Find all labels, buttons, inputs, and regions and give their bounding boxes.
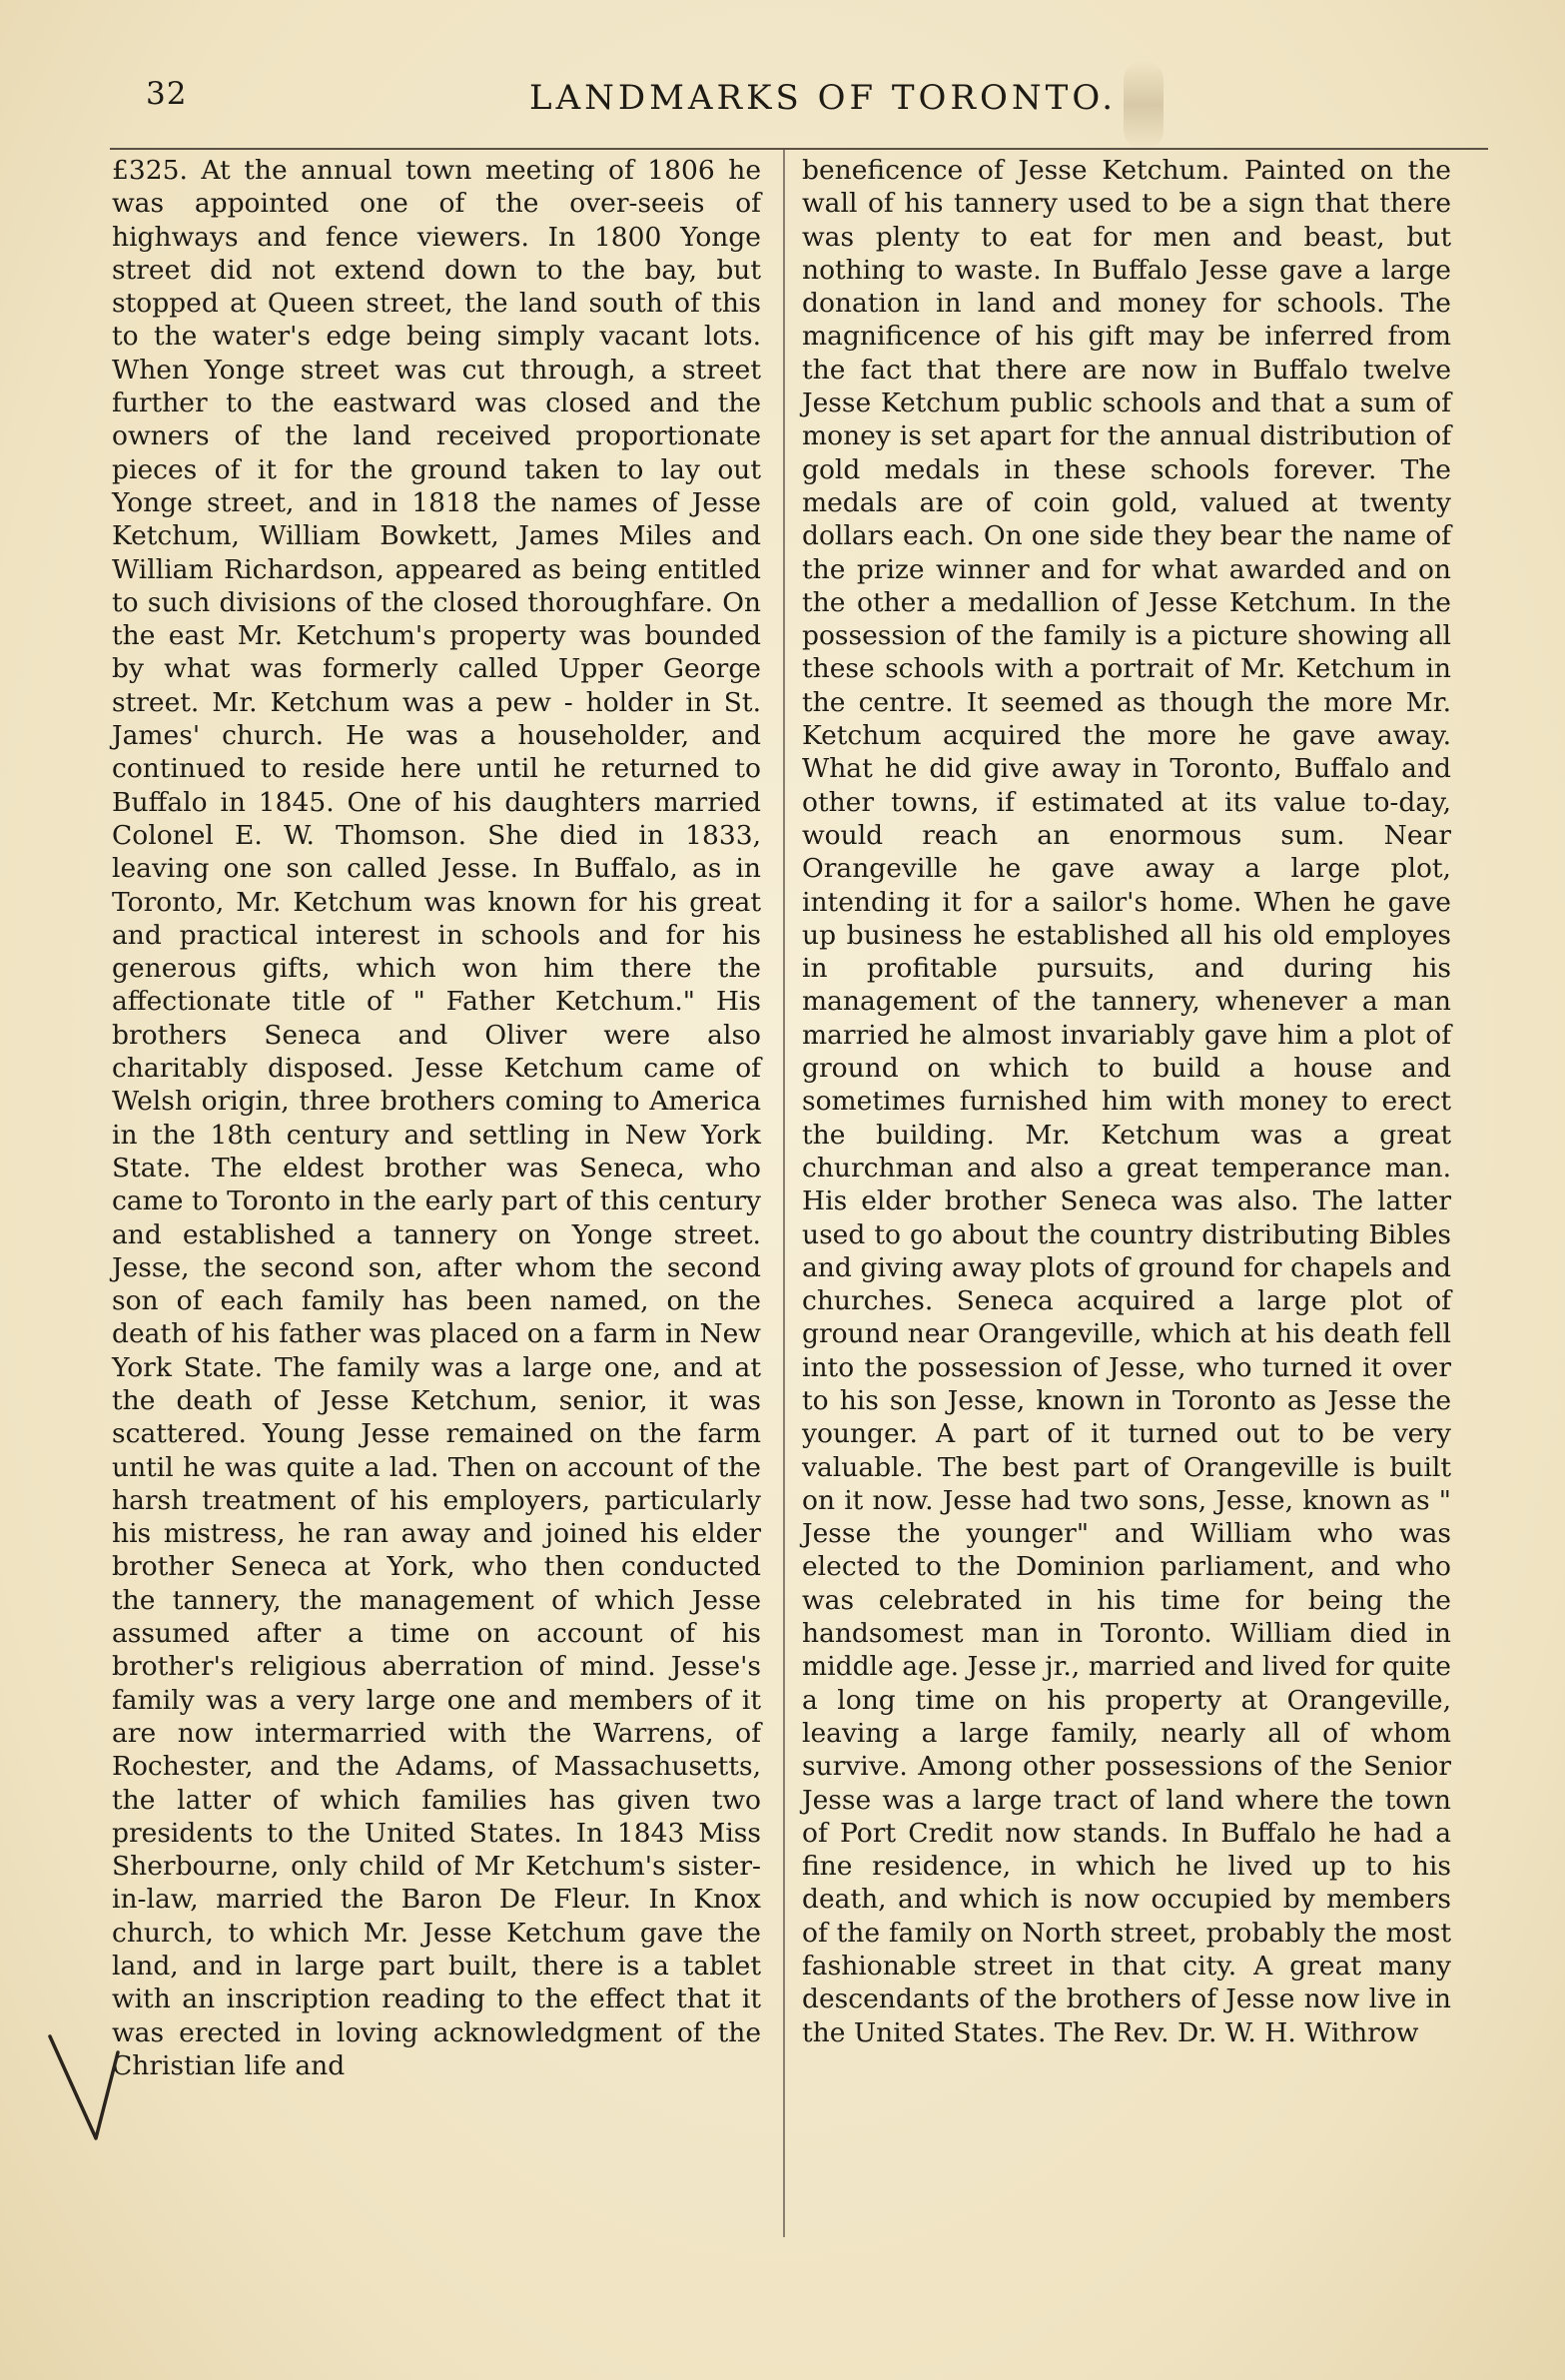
left-column [112,154,761,2082]
running-head: LANDMARKS OF TORONTO. [529,78,1118,118]
page-number: 32 [146,76,188,112]
margin-pencil-mark [44,2032,124,2142]
right-column [802,154,1451,2049]
page-header [140,70,1478,130]
right-column-text: beneficence of Jesse Ketchum. Painted on the wall of his tannery used to be a sign that there was plenty to eat for men and beast, but nothing to waste. In Buffalo Jesse gave a large donation in land and money for schools. The magnificence of his gift may be inferred from the fact that there are now in Buffalo twelve Jesse Ketchum public schools and that a sum of money is set apart for the annual distribution of gold medals in these schools forever. The medals are of coin gold, valued at twenty dollars each. On one side they bear the name of the prize winner and for what awarded and on the other a medallion of Jesse Ketchum. In the possession of the family is a picture showing all these schools with a portrait of Mr. Ketchum in the centre. It seemed as though the more Mr. Ketchum acquired the more he gave away. What he did give away in Toronto, Buffalo and other towns, if estimated at its value to-day, would reach an enormous sum. Near Orangeville he gave away a large plot, intending it for a sailor's home. When he gave up business he established all his old employes in profitable pursuits, and during his management of the tannery, whenever a man married he almost invariably gave him a plot of ground on which to build a house and sometimes furnished him with money to erect the building. Mr. Ketchum was a great churchman and also a great temperance man. His elder brother Seneca was also. The latter used to go about the country distributing Bibles and giving away plots of ground for chapels and churches. Seneca acquired a large plot of ground near Orangeville, which at his death fell into the possession of Jesse, who turned it over to his son Jesse, known in Toronto as Jesse the younger. A part of it turned out to be very valuable. The best part of Orangeville is built on it now. Jesse had two sons, Jesse, known as " Jesse the younger" and William who was elected to the Dominion parliament, and who was celebrated in his time for being the handsomest man in Toronto. William died in middle age. Jesse jr., married and lived for quite a long time on his property at Orangeville, leaving a large family, nearly all of whom survive. Among other possessions of the Senior Jesse was a large tract of land where the town of Port Credit now stands. In Buffalo he had a fine residence, in which he lived up to his death, and which is now occupied by members of the family on North street, probably the most fashionable street in that city. A great many descendants of the brothers of Jesse now live in the United States. The Rev. Dr. W. H. Withrow [802,155,1451,2048]
header-rule [110,148,1488,150]
left-column-text: £325. At the annual town meeting of 1806 he was appointed one of the over-seeis of highways and fence viewers. In 1800 Yonge street did not extend down to the bay, but stopped at Queen street, the land south of this to the water's edge being simply vacant lots. When Yonge street was cut through, a street further to the eastward was closed and the owners of the land received proportionate pieces of it for the ground taken to lay out Yonge street, and in 1818 the names of Jesse Ketchum, William Bowkett, James Miles and William Richardson, appeared as being entitled to such divisions of the closed thoroughfare. On the east Mr. Ketchum's property was bounded by what was formerly called Upper George street. Mr. Ketchum was a pew - holder in St. James' church. He was a householder, and continued to reside here until he returned to Buffalo in 1845. One of his daughters married Colonel E. W. Thomson. She died in 1833, leaving one son called Jesse. In Buffalo, as in Toronto, Mr. Ketchum was known for his great and practical interest in schools and for his generous gifts, which won him there the affectionate title of " Father Ketchum." His brothers Seneca and Oliver were also charitably disposed. Jesse Ketchum came of Welsh origin, three brothers coming to America in the 18th century and settling in New York State. The eldest brother was Seneca, who came to Toronto in the early part of this century and established a tannery on Yonge street. Jesse, the second son, after whom the second son of each family has been named, on the death of his father was placed on a farm in New York State. The family was a large one, and at the death of Jesse Ketchum, senior, it was scattered. Young Jesse remained on the farm until he was quite a lad. Then on account of the harsh treatment of his employers, particularly his mistress, he ran away and joined his elder brother Seneca at York, who then conducted the tannery, the management of which Jesse assumed after a time on account of his brother's religious aberration of mind. Jesse's family was a very large one and members of it are now intermarried with the Warrens, of Rochester, and the Adams, of Massachusetts, the latter of which families has given two presidents to the United States. In 1843 Miss Sherbourne, only child of Mr Ketchum's sister-in-law, married the Baron De Fleur. In Knox church, to which Mr. Jesse Ketchum gave the land, and in large part built, there is a tablet with an inscription reading to the effect that it was erected in loving acknowledgment of the Christian life and [112,155,761,2081]
column-divider [783,150,785,2237]
